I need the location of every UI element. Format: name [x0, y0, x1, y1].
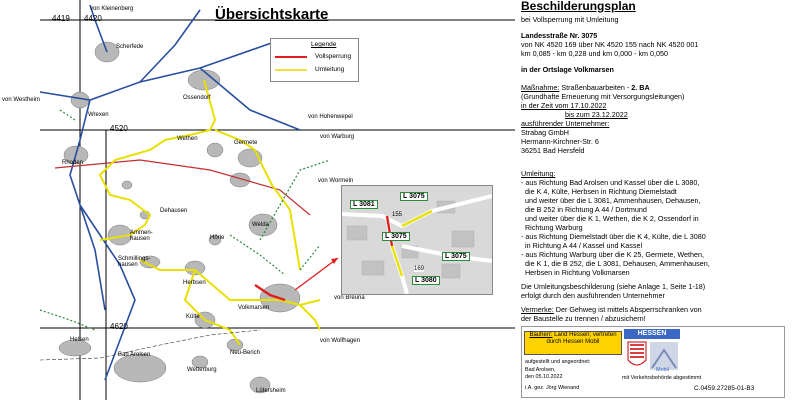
measure-label: Maßnahme:: [521, 83, 560, 92]
builder-box: [524, 331, 622, 355]
remark-line: der Baustelle zu trennen / abzusichern!: [521, 314, 646, 323]
map-legend: [270, 38, 359, 82]
direction-label: von Breuna: [334, 295, 365, 301]
detour-line: die K 4, Külte, Herbsen in Richtung Diemelstadt: [521, 187, 677, 196]
place-label: Volkmarsen: [238, 305, 270, 311]
detour-line: die B 252 in Richtung A 44 / Dortmund: [521, 205, 647, 214]
place-label: Welda: [252, 222, 269, 228]
place-label: Rhoden: [62, 160, 84, 166]
remark-line: [521, 306, 702, 314]
measure-ba: 2. BA: [631, 83, 650, 92]
plan-subtitle: bei Vollsperrung mit Umleitung: [521, 15, 619, 24]
place-label: Dehausen: [160, 208, 188, 214]
plan-line: km 0,085 - km 0,228 und km 0,000 - km 0,050: [521, 49, 669, 58]
inset-road-label: L 3080: [412, 276, 440, 285]
detour-label: Umleitung:: [521, 169, 556, 178]
signature: i.A. gez. Jörg Wienand: [525, 385, 580, 391]
inset-road-label: L 3075: [400, 192, 428, 201]
approved-place: Bad Arolsen,: [525, 367, 556, 373]
contractor-line: Strabag GmbH: [521, 128, 569, 137]
hessen-label: HESSEN: [624, 329, 680, 339]
place-label: Hörle: [210, 235, 225, 241]
legend-title: Legende: [311, 41, 337, 48]
place-label: Neu-Berich: [230, 350, 261, 356]
place-label: Germete: [234, 140, 258, 146]
sign-plan-panel: [521, 0, 800, 400]
map-title: Übersichtskarte: [215, 6, 329, 23]
hessen-mobil-logo: [620, 329, 682, 373]
direction-label: von Warburg: [320, 134, 355, 140]
direction-label: von Kleinenberg: [90, 6, 134, 12]
direction-label: von Wormeln: [318, 178, 354, 184]
mobil-label: Mobil: [656, 367, 669, 373]
direction-label: von Westheim: [2, 97, 40, 103]
approved-label: aufgestellt und angeordnet:: [525, 359, 591, 365]
place-label: Schmillings-hausen: [118, 256, 151, 268]
detour-line: und weiter über die K 1, Wethen, die K 2, Ossendorf in: [521, 214, 699, 223]
inset-pointer-arrow: [295, 258, 338, 290]
remark-label: Vermerke:: [521, 305, 554, 314]
legend-item: [275, 53, 357, 61]
place-label: Ammen-hausen: [130, 230, 153, 242]
hessen-coat-icon: [622, 340, 682, 374]
place-label: Helsen: [70, 337, 89, 343]
period-to: bis zum 23.12.2022: [565, 110, 628, 119]
measure-text: Straßenbauarbeiten -: [559, 83, 632, 92]
town-areas: [59, 42, 300, 393]
a44-road: [55, 160, 310, 215]
detour-line: Herbsen in Richtung Volkmarsen: [521, 268, 630, 277]
inset-nk-label: 155: [392, 212, 403, 218]
inset-road-label: L 3075: [382, 232, 410, 241]
detour-line: in Richtung A 44 / Kassel und Kassel: [521, 241, 643, 250]
note-line: erfolgt durch den ausführenden Unternehmer: [521, 291, 665, 300]
legend-swatch: [275, 69, 307, 71]
legend-swatch: [275, 56, 307, 58]
direction-label: von Hohenwepel: [308, 114, 353, 120]
document-number: C.0459.27285-01-B3: [694, 385, 755, 392]
period-from: in der Zeit vom 17.10.2022: [521, 101, 607, 110]
place-label: Bad Arolsen: [118, 352, 151, 358]
plan-line: von NK 4520 169 über NK 4520 155 nach NK 4520 001: [521, 40, 699, 49]
detour-line: und weiter über die L 3081, Ammenhausen, Dehausen,: [521, 196, 701, 205]
measure-line: [521, 84, 650, 92]
detour-line: - aus Richtung Bad Arolsen und Kassel über die L 3080,: [521, 178, 700, 187]
place-label: Herbsen: [183, 280, 206, 286]
direction-label: von Wolfhagen: [320, 338, 360, 344]
contractor-line: Hermann-Kirchner-Str. 6: [521, 137, 599, 146]
legend-label: Umleitung: [315, 66, 345, 73]
inset-road-label: L 3081: [350, 200, 378, 209]
place-label: Wrexen: [88, 112, 109, 118]
approved-date: den 05.10.2022: [525, 374, 563, 380]
inset-road-label: L 3075: [442, 252, 470, 261]
place-label: Wetterburg: [187, 367, 217, 373]
note-line: Die Umleitungsbeschilderung (siehe Anlage 1, Seite 1-18): [521, 282, 706, 291]
builder-label: Bauherr:: [529, 332, 553, 338]
place-label: Külte: [186, 314, 200, 320]
plan-title: Beschilderungsplan: [521, 0, 636, 13]
measure-detail: (Grundhafte Erneuerung mit Versorgungsleitungen): [521, 92, 685, 101]
approval-box: [521, 326, 785, 398]
grid-label-4420: 4420: [84, 14, 102, 23]
detail-inset-map: [341, 185, 493, 295]
place-label: Ossendorf: [183, 95, 211, 101]
inset-nk-label: 169: [414, 266, 425, 272]
contractor-label: ausführender Unternehmer:: [521, 119, 610, 128]
detour-line: - aus Richtung Warburg über die K 25, Germete, Wethen,: [521, 250, 704, 259]
grid-label-4520: 4520: [110, 124, 128, 133]
contractor-line: 36251 Bad Hersfeld: [521, 146, 585, 155]
place-label: Lütersheim: [256, 388, 286, 394]
grid-label-4419: 4419: [52, 14, 70, 23]
builder-text: Land Hessen; vertreten durch Hessen Mobil: [546, 332, 617, 345]
plan-location: in der Ortslage Volkmarsen: [521, 65, 614, 74]
place-label: Wethen: [177, 136, 198, 142]
agreed-label: mit Verkehrsbehörde abgestimmt: [622, 375, 702, 381]
plan-road: Landesstraße Nr. 3075: [521, 31, 598, 40]
detour-line: - aus Richtung Diemelstadt über die K 4, Külte, die L 3080: [521, 232, 706, 241]
place-label: Scherfede: [116, 44, 144, 50]
grid-label-4620: 4620: [110, 322, 128, 331]
legend-item: [275, 66, 357, 74]
legend-label: Vollsperrung: [315, 53, 352, 60]
remark-text: Der Gehweg ist mittels Absperrschranken von: [553, 305, 702, 314]
detour-line: Richtung Warburg: [521, 223, 583, 232]
detour-line: die K 1, die B 252, die L 3081, Dehausen, Ammenhausen,: [521, 259, 710, 268]
